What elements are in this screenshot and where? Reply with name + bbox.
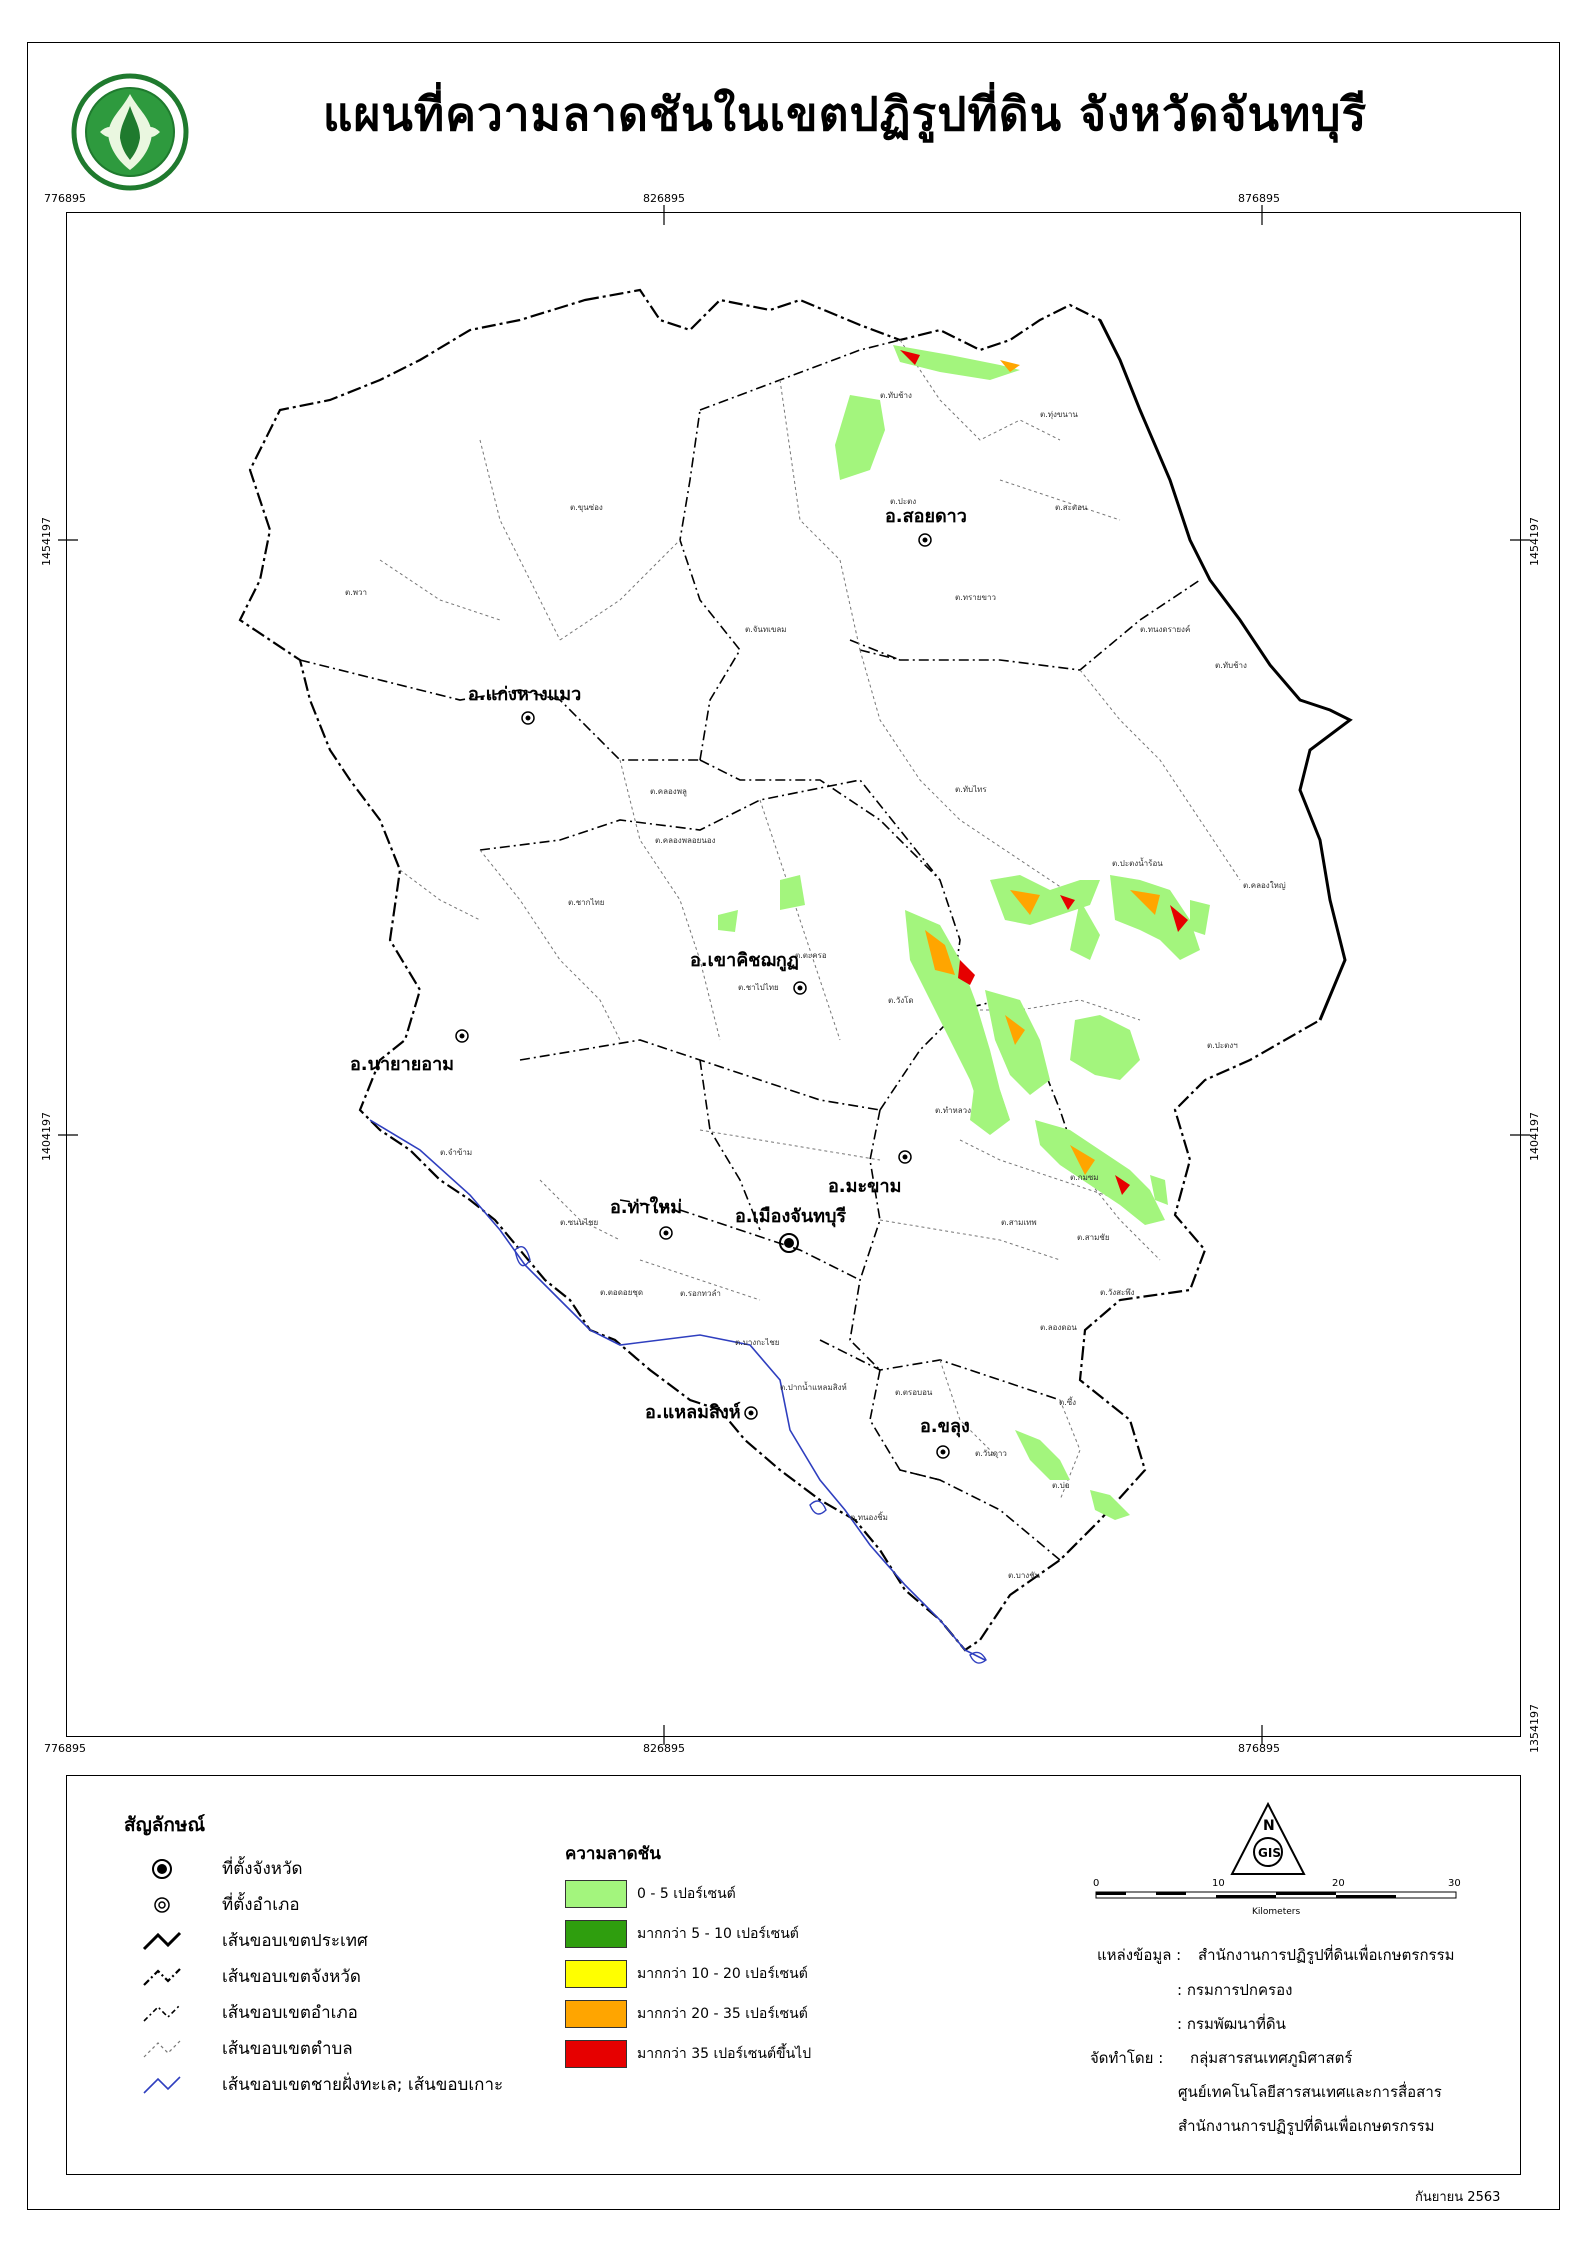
svg-text:GIS: GIS [1258, 1846, 1281, 1860]
svg-text:ต.ปะตง: ต.ปะตง [890, 497, 917, 506]
svg-text:ต.วังโด: ต.วังโด [888, 996, 914, 1005]
coord-left-1: 1454197 [40, 517, 53, 566]
legend-label: ที่ตั้งอำเภอ [222, 1895, 300, 1915]
coord-top-2: 826895 [643, 192, 685, 205]
coord-top-1: 776895 [44, 192, 86, 205]
svg-text:ต.คลองใหญ่: ต.คลองใหญ่ [1243, 881, 1286, 890]
slope-swatch [565, 1880, 627, 1908]
district-label-khaokhitchakut: อ.เขาคิชฌกูฏ [690, 950, 799, 971]
svg-text:ต.ทุ่งขนาน: ต.ทุ่งขนาน [1040, 410, 1078, 419]
north-arrow-icon [1228, 1800, 1308, 1880]
svg-text:ต.สะตอน: ต.สะตอน [1055, 503, 1088, 512]
province-capital-icon [140, 1857, 184, 1881]
producer-line-2: ศูนย์เทคโนโลยีสารสนเทศและการสื่อสาร [1178, 2083, 1442, 2101]
legend-item-provinceline [140, 1963, 361, 1990]
svg-text:ต.ขุนซ่อง: ต.ขุนซ่อง [570, 503, 603, 512]
svg-text:ต.จำข้าม: ต.จำข้าม [440, 1148, 473, 1157]
slope-label: มากกว่า 5 - 10 เปอร์เซนต์ [637, 1926, 799, 1942]
slope-swatch [565, 1960, 627, 1988]
coord-bottom-2: 826895 [643, 1742, 685, 1755]
source-line-1: สำนักงานการปฏิรูปที่ดินเพื่อเกษตรกรรม [1198, 1946, 1455, 1964]
island-2 [810, 1501, 826, 1514]
svg-text:ต.ซนนไชย: ต.ซนนไชย [560, 1218, 599, 1227]
map-title: แผนที่ความลาดชันในเขตปฏิรูปที่ดิน จังหวัดจันทบุรี [322, 87, 1368, 141]
svg-text:ต.ทับช้าง: ต.ทับช้าง [1215, 661, 1247, 670]
svg-text:ต.ทับไทร: ต.ทับไทร [955, 785, 987, 794]
coord-right-1: 1454197 [1528, 517, 1541, 566]
svg-text:ต.คลองพลู: ต.คลองพลู [650, 787, 687, 796]
svg-text:ต.บางกะไชย: ต.บางกะไชย [735, 1338, 780, 1347]
scale-tick-30: 30 [1448, 1878, 1461, 1889]
svg-text:ต.ลองดอน: ต.ลองดอน [1040, 1323, 1077, 1332]
svg-text:ต.สามเทพ: ต.สามเทพ [1001, 1218, 1037, 1227]
legend-label: เส้นขอบเขตตำบล [222, 2039, 353, 2059]
slope-label: มากกว่า 10 - 20 เปอร์เซนต์ [637, 1966, 808, 1982]
district-label-mueang: อ.เมืองจันทบุรี [735, 1206, 847, 1227]
svg-text:ต.ซึ้ง: ต.ซึ้ง [1059, 1398, 1077, 1407]
svg-text:ต.ทนงดรายงค์: ต.ทนงดรายงค์ [1140, 625, 1191, 634]
district-label-nayaiam: อ.นายายอาม [350, 1054, 455, 1075]
svg-text:ต.บ่อ: ต.บ่อ [1052, 1481, 1070, 1490]
district-label-laemsing: อ.แหลมสิงห์ [645, 1402, 741, 1423]
slope-label: มากกว่า 20 - 35 เปอร์เซนต์ [637, 2006, 808, 2022]
legend-label: ที่ตั้งจังหวัด [222, 1859, 303, 1879]
slope-class-5 [565, 2040, 811, 2068]
district-marker-laemsing [645, 1401, 757, 1423]
map-date: กันยายน 2563 [1415, 2190, 1501, 2205]
legend-item-province [140, 1855, 303, 1882]
svg-text:ต.ตะครอ: ต.ตะครอ [795, 951, 827, 960]
producer-line-3: สำนักงานการปฏิรูปที่ดินเพื่อเกษตรกรรม [1178, 2117, 1435, 2135]
province-boundary-icon [140, 1965, 184, 1989]
island-3 [970, 1652, 986, 1663]
svg-text:ต.ทับช้าง: ต.ทับช้าง [880, 391, 912, 400]
scale-bar [1092, 1870, 1462, 1940]
scale-tick-20: 20 [1332, 1878, 1345, 1889]
slope-label: 0 - 5 เปอร์เซนต์ [637, 1886, 736, 1902]
svg-text:ต.คลองพลอยนอง: ต.คลองพลอยนอง [655, 836, 716, 845]
svg-text:ต.ปะตงฯ: ต.ปะตงฯ [1207, 1041, 1238, 1050]
coord-bottom-3: 876895 [1238, 1742, 1280, 1755]
svg-text:ต.ปากน้ำแหลมสิงห์: ต.ปากน้ำแหลมสิงห์ [780, 1383, 847, 1392]
coastline-icon [140, 2073, 184, 2097]
svg-text:ต.วังสะพึง: ต.วังสะพึง [1100, 1288, 1135, 1297]
legend-item-coastline [140, 2071, 503, 2098]
slope-label: มากกว่า 35 เปอร์เซนต์ขึ้นไป [637, 2046, 812, 2062]
coord-top-3: 876895 [1238, 192, 1280, 205]
legend-label: เส้นขอบเขตจังหวัด [222, 1967, 361, 1987]
scale-tick-0: 0 [1093, 1878, 1100, 1889]
source-line-3: : กรมพัฒนาที่ดิน [1177, 2015, 1286, 2033]
svg-text:ต.พวา: ต.พวา [345, 588, 367, 597]
slope-class-4 [565, 2000, 808, 2028]
svg-text:ต.จันทเขลม: ต.จันทเขลม [745, 625, 787, 634]
legend-label: เส้นขอบเขตชายฝั่งทะเล; เส้นขอบเกาะ [222, 2075, 504, 2095]
coord-bottom-1: 776895 [44, 1742, 86, 1755]
svg-text:ต.กมซม: ต.กมซม [1070, 1173, 1099, 1182]
svg-text:ต.ชาไปไทย: ต.ชาไปไทย [738, 983, 779, 992]
slope-swatch [565, 2040, 627, 2068]
legend-item-district [140, 1891, 300, 1918]
slope-class-1 [565, 1880, 736, 1908]
district-label-thamai: อ.ท่าใหม่ [610, 1197, 683, 1218]
svg-text:ต.ตอดอยชุด: ต.ตอดอยชุด [600, 1288, 644, 1297]
district-label-makham: อ.มะขาม [828, 1176, 902, 1197]
producer-label: จัดทำโดย : [1090, 2049, 1164, 2067]
district-label-khlung: อ.ขลุง [920, 1416, 970, 1437]
slope-class-3 [565, 1960, 808, 1988]
legend-label: เส้นขอบเขตอำเภอ [222, 2003, 358, 2023]
district-label-soidao: อ.สอยดาว [885, 506, 967, 527]
district-label-kaenghangmaeo: อ.แก่งหางแมว [468, 684, 582, 705]
source-label: แหล่งข้อมูล : [1097, 1946, 1182, 1964]
coord-right-2: 1404197 [1528, 1112, 1541, 1161]
legend-item-national [140, 1927, 368, 1954]
svg-text:ต.ชากไทย: ต.ชากไทย [568, 898, 605, 907]
district-boundary-icon [140, 2001, 184, 2025]
subdistrict-boundary-icon [140, 2037, 184, 2061]
legend-heading: สัญลักษณ์ [124, 1814, 206, 1836]
svg-text:ต.ทรายขาว: ต.ทรายขาว [955, 593, 996, 602]
scale-unit: Kilometers [1252, 1907, 1301, 1917]
svg-text:ต.ปะตงน้ำร้อน: ต.ปะตงน้ำร้อน [1112, 859, 1163, 868]
svg-text:ต.รอกทวลำ: ต.รอกทวลำ [680, 1289, 721, 1298]
legend-item-districtline [140, 1999, 358, 2026]
svg-text:ต.บางชัน: ต.บางชัน [1008, 1571, 1041, 1580]
svg-text:ต.สามชัย: ต.สามชัย [1077, 1233, 1110, 1242]
legend-item-subdistrictline [140, 2035, 353, 2062]
svg-text:N: N [1263, 1818, 1275, 1834]
svg-text:ต.ทนองชิ้ม: ต.ทนองชิ้ม [850, 1513, 888, 1522]
slope-swatch [565, 2000, 627, 2028]
source-line-2: : กรมการปกครอง [1177, 1981, 1293, 1999]
slope-class-2 [565, 1920, 799, 1948]
national-boundary-icon [140, 1929, 184, 1953]
svg-text:ต.ตรอบอน: ต.ตรอบอน [895, 1388, 933, 1397]
producer-line-1: กลุ่มสารสนเทศภูมิศาสตร์ [1190, 2049, 1353, 2067]
coord-left-2: 1404197 [40, 1112, 53, 1161]
coord-right-3: 1354197 [1528, 1704, 1541, 1753]
slope-heading: ความลาดชัน [565, 1844, 661, 1864]
slope-swatch [565, 1920, 627, 1948]
district-office-icon [140, 1893, 184, 1917]
legend-label: เส้นขอบเขตประเทศ [222, 1931, 368, 1951]
scale-tick-10: 10 [1212, 1878, 1225, 1889]
svg-text:ต.ทำหลวง: ต.ทำหลวง [935, 1106, 972, 1115]
svg-text:ต.วันดาว: ต.วันดาว [975, 1449, 1007, 1458]
